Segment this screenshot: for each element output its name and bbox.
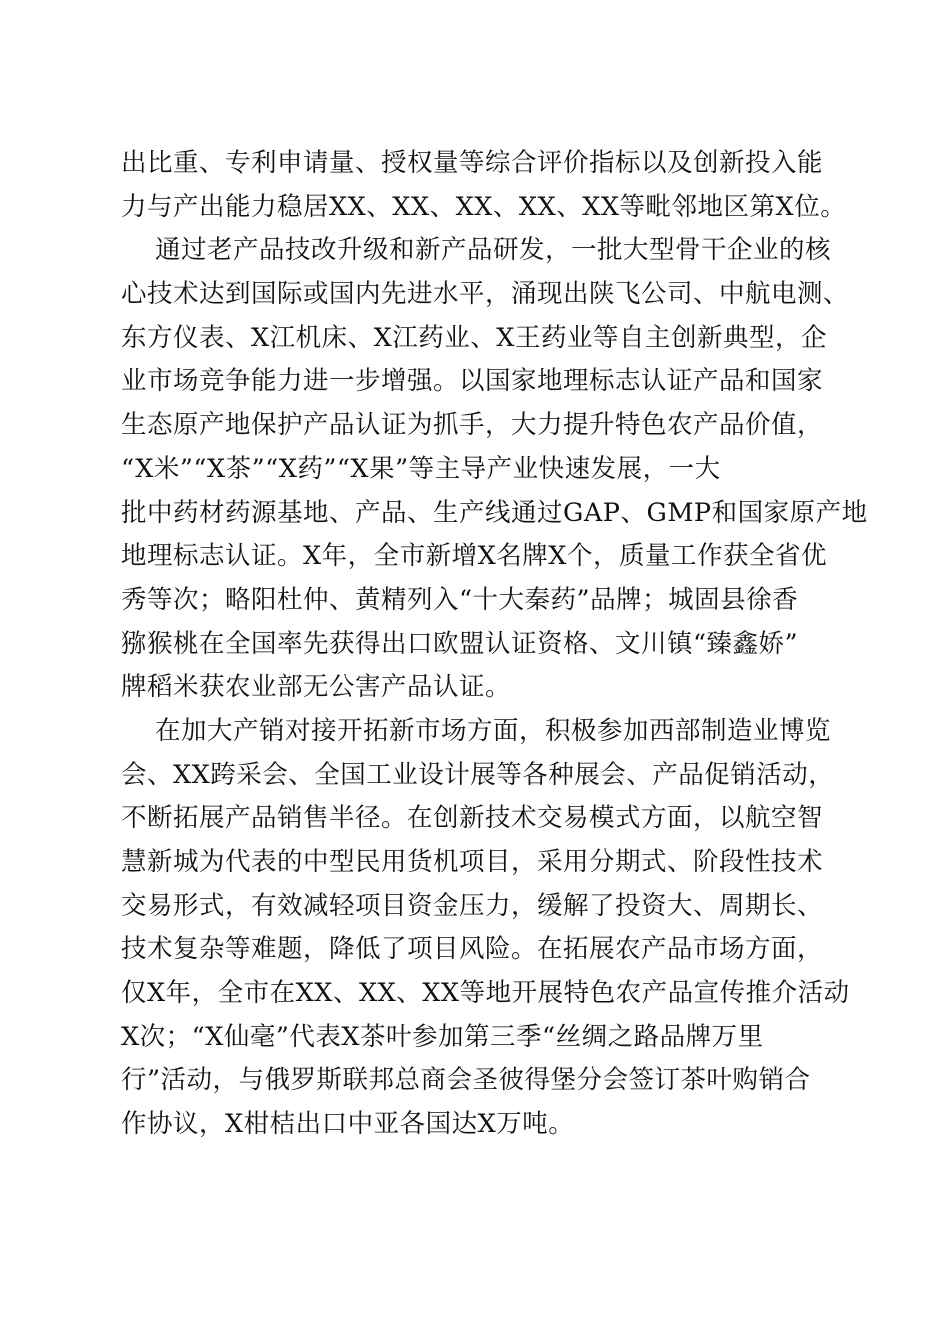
- text-line: 牌稻米获农业部无公害产品认证。: [121, 672, 512, 703]
- paragraph-2: [121, 229, 868, 710]
- paragraph-1: [121, 142, 847, 229]
- text-line: 技术复杂等难题，降低了项目风险。在拓展农产品市场方面，: [121, 934, 824, 965]
- text-line: 力与产出能力稳居XX、XX、XX、XX、XX等毗邻地区第X位。: [121, 191, 847, 222]
- text-line: 仅X年，全市在XX、XX、XX等地开展特色农产品宣传推介活动: [121, 978, 850, 1009]
- paragraph-3: [121, 710, 850, 1147]
- text-line: 秀等次；略阳杜仲、黄精列入“十大秦药”品牌；城固县徐香: [121, 584, 799, 615]
- text-line: 作协议，X柑桔出口中亚各国达X万吨。: [121, 1109, 575, 1140]
- text-line: 会、XX跨采会、全国工业设计展等各种展会、产品促销活动，: [121, 759, 835, 790]
- text-line: 批中药材药源基地、产品、生产线通过GAP、GMP和国家原产地: [121, 497, 868, 528]
- text-line: 心技术达到国际或国内先进水平，涌现出陕飞公司、中航电测、: [121, 279, 850, 310]
- text-line: 出比重、专利申请量、授权量等综合评价指标以及创新投入能: [121, 148, 824, 178]
- text-line: 慧新城为代表的中型民用货机项目，采用分期式、阶段性技术: [121, 847, 824, 877]
- text-line: 交易形式，有效减轻项目资金压力，缓解了投资大、周期长、: [121, 890, 824, 921]
- text-line: 不断拓展产品销售半径。在创新技术交易模式方面，以航空智: [121, 803, 824, 834]
- text-line: 地理标志认证。X年，全市新增X名牌X个，质量工作获全省优: [121, 541, 827, 572]
- text-line: “X米”“X茶”“X药”“X果”等主导产业快速发展，一大: [121, 453, 721, 484]
- document-body: [121, 142, 868, 1147]
- text-line: 生态原产地保护产品认证为抓手，大力提升特色农产品价值，: [121, 410, 824, 441]
- text-line: 通过老产品技改升级和新产品研发，一批大型骨干企业的核: [155, 235, 832, 266]
- text-line: 东方仪表、X江机床、X江药业、X王药业等自主创新典型，企: [121, 322, 827, 353]
- text-line: 行”活动，与俄罗斯联邦总商会圣彼得堡分会签订茶叶购销合: [121, 1065, 811, 1096]
- text-line: 在加大产销对接开拓新市场方面，积极参加西部制造业博览: [155, 715, 832, 746]
- text-line: X次；“X仙毫”代表X茶叶参加第三季“丝绸之路品牌万里: [121, 1021, 764, 1052]
- text-line: 业市场竞争能力进一步增强。以国家地理标志认证产品和国家: [121, 366, 824, 397]
- text-line: 猕猴桃在全国率先获得出口欧盟认证资格、文川镇“臻鑫娇”: [121, 628, 799, 659]
